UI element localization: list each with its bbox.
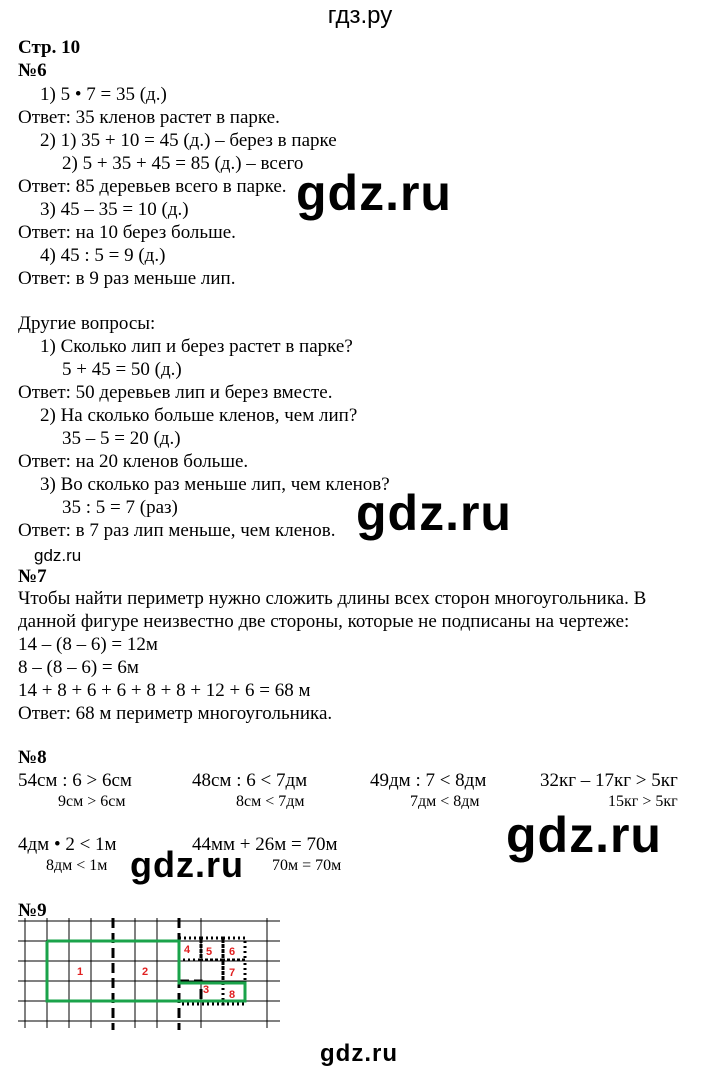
task6-other-line: Ответ: на 20 кленов больше. — [18, 451, 249, 472]
part-labels — [77, 944, 235, 1001]
part-label-1: 1 — [77, 966, 84, 978]
task8-expr: 54см : 6 > 6см — [18, 770, 132, 791]
part-label-2: 2 — [142, 966, 149, 978]
task6-other-line: 2) На сколько больше кленов, чем лип? — [40, 405, 358, 426]
watermark: gdz.ru — [34, 546, 82, 565]
task6-other-line: 1) Сколько лип и берез растет в парке? — [40, 336, 353, 357]
task6-line: Ответ: 85 деревьев всего в парке. — [18, 176, 287, 197]
task8-expr: 32кг – 17кг > 5кг — [540, 770, 678, 791]
task6-line: 3) 45 – 35 = 10 (д.) — [40, 199, 189, 220]
task9-grid-figure — [18, 918, 308, 1034]
task6-line: Ответ: на 10 берез больше. — [18, 222, 236, 243]
task6-other-line: 35 : 5 = 7 (раз) — [62, 497, 178, 518]
task6-other-line: 5 + 45 = 50 (д.) — [62, 359, 182, 380]
task6-line: Ответ: в 9 раз меньше лип. — [18, 268, 236, 289]
task7-line: данной фигуре неизвестно две стороны, которые не подписаны на чертеже: — [18, 611, 630, 632]
watermark: gdz.ru — [506, 807, 662, 863]
watermark: gdz.ru — [356, 485, 512, 541]
watermark: gdz.ru — [296, 165, 452, 221]
task7-line: 8 – (8 – 6) = 6м — [18, 657, 139, 678]
task8-expr: 44мм + 26м = 70м — [192, 834, 338, 855]
part-label-6: 6 — [229, 946, 236, 958]
task8-expr: 4дм • 2 < 1м — [18, 834, 117, 855]
task7-line: 14 – (8 – 6) = 12м — [18, 634, 158, 655]
watermark: gdz.ru — [130, 844, 244, 885]
part-label-4: 4 — [184, 944, 191, 956]
task6-other-title: Другие вопросы: — [18, 313, 156, 334]
task6-line: 1) 5 • 7 = 35 (д.) — [40, 84, 167, 105]
task6-title: №6 — [18, 60, 47, 81]
task8-expr: 48см : 6 < 7дм — [192, 770, 308, 791]
task6-line: 4) 45 : 5 = 9 (д.) — [40, 245, 166, 266]
grid-lines — [18, 918, 280, 1028]
task6-line: Ответ: 35 кленов растет в парке. — [18, 107, 280, 128]
task8-sub: 7дм < 8дм — [410, 793, 480, 810]
task6-line: 2) 5 + 35 + 45 = 85 (д.) – всего — [62, 153, 304, 174]
task8-sub: 9см > 6см — [58, 793, 126, 810]
task7-line: Чтобы найти периметр нужно сложить длины всех сторон многоугольника. В — [18, 588, 647, 609]
task8-sub: 8дм < 1м — [46, 857, 108, 874]
part-label-3: 3 — [203, 984, 210, 996]
page-label: Стр. 10 — [18, 37, 81, 58]
task8-sub: 15кг > 5кг — [608, 793, 678, 810]
task6-other-line: Ответ: 50 деревьев лип и берез вместе. — [18, 382, 333, 403]
task9-title: №9 — [18, 900, 47, 921]
task6-line: 2) 1) 35 + 10 = 45 (д.) – берез в парке — [40, 130, 337, 151]
site-title: гдз.ру — [327, 2, 393, 29]
task8-title: №8 — [18, 747, 47, 768]
task6-other-line: Ответ: в 7 раз лип меньше, чем кленов. — [18, 520, 336, 541]
task6-other-line: 35 – 5 = 20 (д.) — [62, 428, 181, 449]
task6-other-line: 3) Во сколько раз меньше лип, чем кленов? — [40, 474, 390, 495]
part-label-7: 7 — [229, 967, 236, 979]
task7-title: №7 — [18, 566, 47, 587]
task7-line: Ответ: 68 м периметр многоугольника. — [18, 703, 333, 724]
part-label-8: 8 — [229, 989, 236, 1001]
task8-sub: 70м = 70м — [272, 857, 342, 874]
task8-expr: 49дм : 7 < 8дм — [370, 770, 487, 791]
part-label-5: 5 — [206, 946, 213, 958]
watermark: gdz.ru — [320, 1040, 398, 1067]
task8-sub: 8см < 7дм — [236, 793, 305, 810]
task7-line: 14 + 8 + 6 + 6 + 8 + 8 + 12 + 6 = 68 м — [18, 680, 311, 701]
